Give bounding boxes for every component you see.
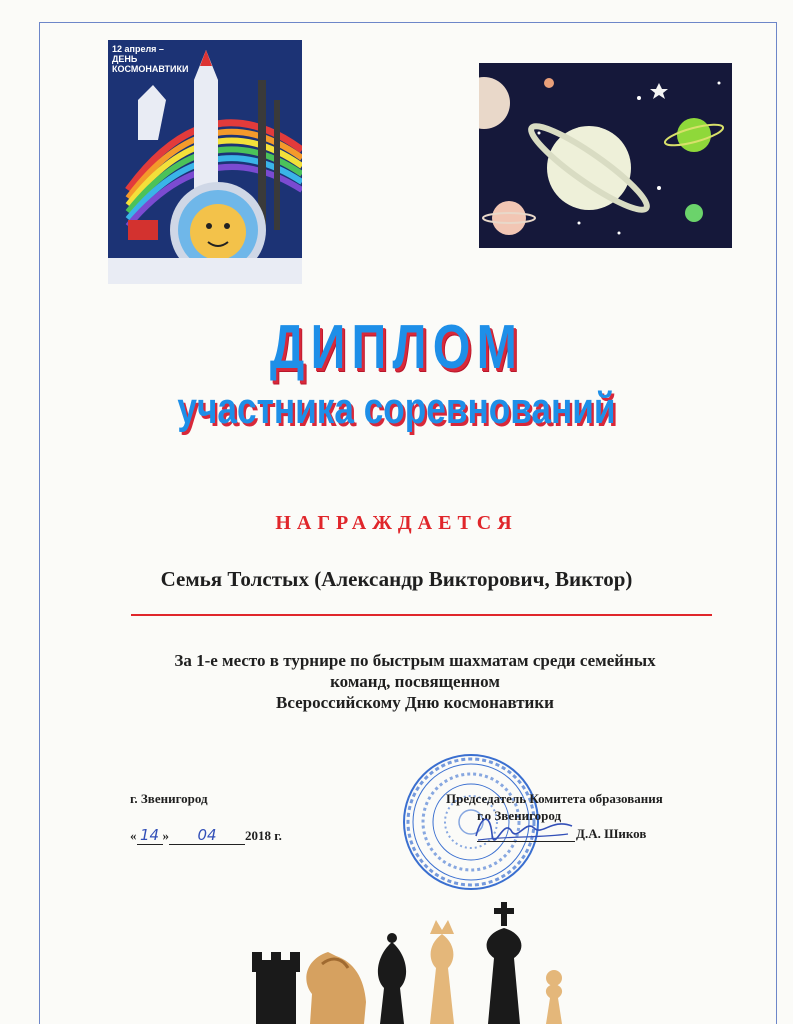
diploma-subtitle: участника соревнований: [177, 384, 616, 433]
recipient-underline: [131, 614, 712, 616]
date-close-quote: »: [162, 828, 169, 843]
date-year: 2018 г.: [245, 828, 282, 843]
poster-caption-line3: КОСМОНАВТИКИ: [112, 64, 189, 74]
handwritten-signature-icon: [468, 806, 578, 846]
chess-pieces-image: [232, 898, 592, 1024]
date-month: 04: [169, 826, 245, 845]
reason-line-1: За 1-е место в турнире по быстрым шахматам среди семейных: [174, 651, 656, 670]
award-reason: [100, 650, 730, 713]
queen-icon: [430, 920, 454, 1024]
cosmonautics-poster-image: [108, 40, 302, 284]
signer-name: Д.А. Шиков: [576, 826, 647, 841]
planets-illustration: [479, 63, 732, 248]
chair-title-line1: Председатель Комитета образования: [446, 791, 663, 806]
page-frame-top: [39, 22, 776, 23]
poster-caption: [112, 44, 188, 74]
bishop-icon: [378, 933, 406, 1024]
diploma-title: ДИПЛОМ: [269, 313, 524, 382]
knight-icon: [306, 952, 366, 1024]
pawn-icon: [546, 970, 562, 1024]
date-open-quote: «: [130, 828, 137, 843]
king-icon: [487, 902, 522, 1024]
issue-date: [130, 826, 282, 845]
rook-icon: [252, 952, 300, 1024]
date-day: 14: [137, 826, 163, 845]
city-label: г. Звенигород: [130, 791, 208, 806]
poster-caption-line1: 12 апреля –: [112, 44, 164, 54]
planets-drawing-image: [479, 63, 732, 248]
cosmonaut-illustration: [108, 40, 302, 284]
reason-line-2: команд, посвященном: [330, 672, 500, 691]
poster-caption-line2: ДЕНЬ: [112, 54, 138, 64]
chair-title-line2: г.о Звенигород: [477, 808, 562, 823]
awarded-label: НАГРАЖДАЕТСЯ: [275, 512, 518, 534]
reason-line-3: Всероссийскому Дню космонавтики: [276, 693, 554, 712]
recipient-name: Семья Толстых (Александр Викторович, Виктор): [160, 567, 633, 591]
